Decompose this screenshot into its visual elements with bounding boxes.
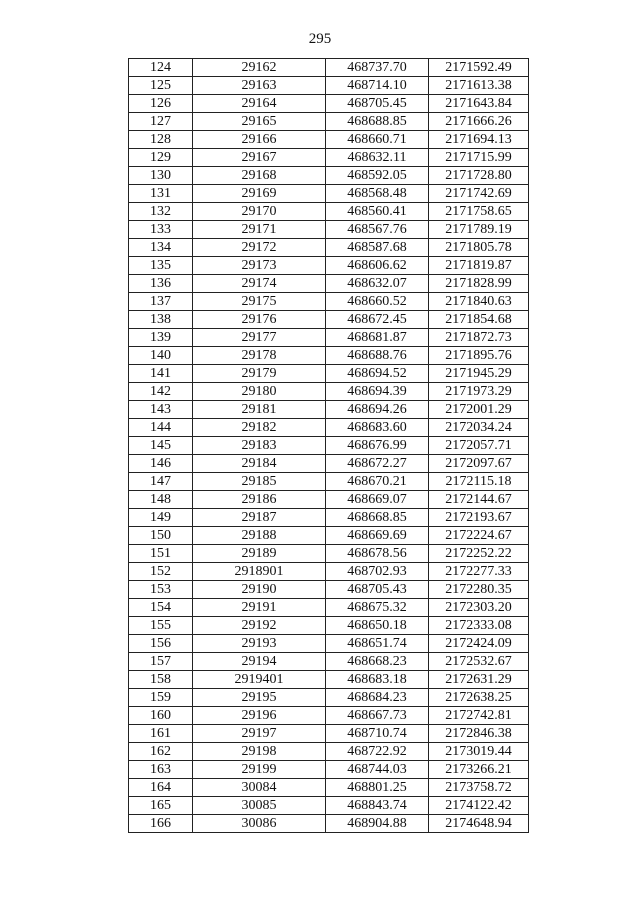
x-coordinate-cell: 468667.73 [326, 707, 429, 725]
point-id-cell: 29171 [193, 221, 326, 239]
y-coordinate-cell: 2171694.13 [429, 131, 529, 149]
point-id-cell: 30084 [193, 779, 326, 797]
x-coordinate-cell: 468668.85 [326, 509, 429, 527]
point-id-cell: 29195 [193, 689, 326, 707]
y-coordinate-cell: 2172277.33 [429, 563, 529, 581]
row-number-cell: 150 [129, 527, 193, 545]
row-number-cell: 161 [129, 725, 193, 743]
row-number-cell: 129 [129, 149, 193, 167]
x-coordinate-cell: 468676.99 [326, 437, 429, 455]
table-row [129, 743, 529, 761]
table-row [129, 455, 529, 473]
row-number-cell: 130 [129, 167, 193, 185]
x-coordinate-cell: 468660.71 [326, 131, 429, 149]
table-row [129, 707, 529, 725]
y-coordinate-cell: 2171728.80 [429, 167, 529, 185]
table-row [129, 797, 529, 815]
x-coordinate-cell: 468669.69 [326, 527, 429, 545]
point-id-cell: 29184 [193, 455, 326, 473]
y-coordinate-cell: 2172001.29 [429, 401, 529, 419]
row-number-cell: 158 [129, 671, 193, 689]
row-number-cell: 162 [129, 743, 193, 761]
x-coordinate-cell: 468672.27 [326, 455, 429, 473]
page-number: 295 [308, 31, 332, 47]
x-coordinate-cell: 468592.05 [326, 167, 429, 185]
row-number-cell: 143 [129, 401, 193, 419]
row-number-cell: 157 [129, 653, 193, 671]
point-id-cell: 29166 [193, 131, 326, 149]
x-coordinate-cell: 468702.93 [326, 563, 429, 581]
coordinates-table [128, 58, 529, 833]
table-row [129, 311, 529, 329]
table-row [129, 491, 529, 509]
point-id-cell: 2918901 [193, 563, 326, 581]
point-id-cell: 29176 [193, 311, 326, 329]
point-id-cell: 29197 [193, 725, 326, 743]
x-coordinate-cell: 468669.07 [326, 491, 429, 509]
point-id-cell: 29165 [193, 113, 326, 131]
row-number-cell: 135 [129, 257, 193, 275]
y-coordinate-cell: 2173019.44 [429, 743, 529, 761]
point-id-cell: 29192 [193, 617, 326, 635]
row-number-cell: 165 [129, 797, 193, 815]
point-id-cell: 29183 [193, 437, 326, 455]
row-number-cell: 145 [129, 437, 193, 455]
row-number-cell: 146 [129, 455, 193, 473]
table-row [129, 59, 529, 77]
row-number-cell: 136 [129, 275, 193, 293]
row-number-cell: 139 [129, 329, 193, 347]
y-coordinate-cell: 2172303.20 [429, 599, 529, 617]
point-id-cell: 29185 [193, 473, 326, 491]
y-coordinate-cell: 2171666.26 [429, 113, 529, 131]
point-id-cell: 29199 [193, 761, 326, 779]
table-row [129, 131, 529, 149]
table-row [129, 437, 529, 455]
x-coordinate-cell: 468670.21 [326, 473, 429, 491]
y-coordinate-cell: 2172144.67 [429, 491, 529, 509]
x-coordinate-cell: 468744.03 [326, 761, 429, 779]
table-row [129, 347, 529, 365]
table-row [129, 293, 529, 311]
x-coordinate-cell: 468660.52 [326, 293, 429, 311]
point-id-cell: 29196 [193, 707, 326, 725]
x-coordinate-cell: 468714.10 [326, 77, 429, 95]
row-number-cell: 147 [129, 473, 193, 491]
y-coordinate-cell: 2172115.18 [429, 473, 529, 491]
x-coordinate-cell: 468688.76 [326, 347, 429, 365]
table-row [129, 779, 529, 797]
y-coordinate-cell: 2172846.38 [429, 725, 529, 743]
y-coordinate-cell: 2171613.38 [429, 77, 529, 95]
point-id-cell: 29191 [193, 599, 326, 617]
point-id-cell: 2919401 [193, 671, 326, 689]
row-number-cell: 149 [129, 509, 193, 527]
point-id-cell: 29175 [193, 293, 326, 311]
table-row [129, 257, 529, 275]
y-coordinate-cell: 2172193.67 [429, 509, 529, 527]
y-coordinate-cell: 2173266.21 [429, 761, 529, 779]
y-coordinate-cell: 2172532.67 [429, 653, 529, 671]
point-id-cell: 29162 [193, 59, 326, 77]
point-id-cell: 29186 [193, 491, 326, 509]
x-coordinate-cell: 468705.43 [326, 581, 429, 599]
point-id-cell: 29163 [193, 77, 326, 95]
row-number-cell: 160 [129, 707, 193, 725]
row-number-cell: 152 [129, 563, 193, 581]
x-coordinate-cell: 468668.23 [326, 653, 429, 671]
point-id-cell: 29189 [193, 545, 326, 563]
x-coordinate-cell: 468694.39 [326, 383, 429, 401]
y-coordinate-cell: 2171945.29 [429, 365, 529, 383]
point-id-cell: 29181 [193, 401, 326, 419]
table-row [129, 383, 529, 401]
y-coordinate-cell: 2172333.08 [429, 617, 529, 635]
y-coordinate-cell: 2172224.67 [429, 527, 529, 545]
x-coordinate-cell: 468684.23 [326, 689, 429, 707]
point-id-cell: 29167 [193, 149, 326, 167]
x-coordinate-cell: 468560.41 [326, 203, 429, 221]
x-coordinate-cell: 468801.25 [326, 779, 429, 797]
y-coordinate-cell: 2171758.65 [429, 203, 529, 221]
table-row [129, 329, 529, 347]
x-coordinate-cell: 468568.48 [326, 185, 429, 203]
x-coordinate-cell: 468675.32 [326, 599, 429, 617]
y-coordinate-cell: 2172742.81 [429, 707, 529, 725]
table-row [129, 149, 529, 167]
y-coordinate-cell: 2172097.67 [429, 455, 529, 473]
x-coordinate-cell: 468683.60 [326, 419, 429, 437]
y-coordinate-cell: 2171854.68 [429, 311, 529, 329]
point-id-cell: 30086 [193, 815, 326, 833]
table-row [129, 239, 529, 257]
y-coordinate-cell: 2172252.22 [429, 545, 529, 563]
x-coordinate-cell: 468678.56 [326, 545, 429, 563]
x-coordinate-cell: 468688.85 [326, 113, 429, 131]
row-number-cell: 126 [129, 95, 193, 113]
row-number-cell: 164 [129, 779, 193, 797]
x-coordinate-cell: 468722.92 [326, 743, 429, 761]
y-coordinate-cell: 2171592.49 [429, 59, 529, 77]
y-coordinate-cell: 2171828.99 [429, 275, 529, 293]
y-coordinate-cell: 2172280.35 [429, 581, 529, 599]
x-coordinate-cell: 468681.87 [326, 329, 429, 347]
x-coordinate-cell: 468587.68 [326, 239, 429, 257]
y-coordinate-cell: 2171789.19 [429, 221, 529, 239]
x-coordinate-cell: 468694.52 [326, 365, 429, 383]
point-id-cell: 29177 [193, 329, 326, 347]
x-coordinate-cell: 468650.18 [326, 617, 429, 635]
table-row [129, 473, 529, 491]
point-id-cell: 29178 [193, 347, 326, 365]
y-coordinate-cell: 2171895.76 [429, 347, 529, 365]
row-number-cell: 148 [129, 491, 193, 509]
row-number-cell: 141 [129, 365, 193, 383]
table-row [129, 509, 529, 527]
row-number-cell: 124 [129, 59, 193, 77]
y-coordinate-cell: 2172424.09 [429, 635, 529, 653]
point-id-cell: 29193 [193, 635, 326, 653]
table-row [129, 599, 529, 617]
y-coordinate-cell: 2174648.94 [429, 815, 529, 833]
row-number-cell: 125 [129, 77, 193, 95]
row-number-cell: 138 [129, 311, 193, 329]
point-id-cell: 29179 [193, 365, 326, 383]
table-row [129, 671, 529, 689]
point-id-cell: 29174 [193, 275, 326, 293]
table-row [129, 617, 529, 635]
row-number-cell: 153 [129, 581, 193, 599]
x-coordinate-cell: 468606.62 [326, 257, 429, 275]
y-coordinate-cell: 2172034.24 [429, 419, 529, 437]
table-row [129, 275, 529, 293]
row-number-cell: 132 [129, 203, 193, 221]
y-coordinate-cell: 2171742.69 [429, 185, 529, 203]
point-id-cell: 29164 [193, 95, 326, 113]
table-row [129, 581, 529, 599]
point-id-cell: 29170 [193, 203, 326, 221]
table-row [129, 689, 529, 707]
row-number-cell: 140 [129, 347, 193, 365]
row-number-cell: 163 [129, 761, 193, 779]
point-id-cell: 29168 [193, 167, 326, 185]
point-id-cell: 29187 [193, 509, 326, 527]
coordinates-table-body [129, 59, 529, 833]
point-id-cell: 30085 [193, 797, 326, 815]
table-row [129, 113, 529, 131]
row-number-cell: 151 [129, 545, 193, 563]
point-id-cell: 29188 [193, 527, 326, 545]
table-row [129, 401, 529, 419]
table-row [129, 419, 529, 437]
table-row [129, 761, 529, 779]
row-number-cell: 134 [129, 239, 193, 257]
table-row [129, 77, 529, 95]
row-number-cell: 128 [129, 131, 193, 149]
table-row [129, 203, 529, 221]
table-row [129, 527, 529, 545]
x-coordinate-cell: 468843.74 [326, 797, 429, 815]
row-number-cell: 137 [129, 293, 193, 311]
point-id-cell: 29180 [193, 383, 326, 401]
row-number-cell: 155 [129, 617, 193, 635]
y-coordinate-cell: 2171819.87 [429, 257, 529, 275]
y-coordinate-cell: 2172631.29 [429, 671, 529, 689]
x-coordinate-cell: 468737.70 [326, 59, 429, 77]
table-row [129, 545, 529, 563]
x-coordinate-cell: 468672.45 [326, 311, 429, 329]
table-row [129, 815, 529, 833]
table-row [129, 725, 529, 743]
x-coordinate-cell: 468567.76 [326, 221, 429, 239]
x-coordinate-cell: 468683.18 [326, 671, 429, 689]
row-number-cell: 154 [129, 599, 193, 617]
row-number-cell: 166 [129, 815, 193, 833]
point-id-cell: 29173 [193, 257, 326, 275]
x-coordinate-cell: 468651.74 [326, 635, 429, 653]
table-row [129, 635, 529, 653]
table-row [129, 221, 529, 239]
row-number-cell: 127 [129, 113, 193, 131]
y-coordinate-cell: 2171973.29 [429, 383, 529, 401]
x-coordinate-cell: 468632.11 [326, 149, 429, 167]
point-id-cell: 29182 [193, 419, 326, 437]
table-row [129, 563, 529, 581]
y-coordinate-cell: 2171643.84 [429, 95, 529, 113]
row-number-cell: 144 [129, 419, 193, 437]
x-coordinate-cell: 468710.74 [326, 725, 429, 743]
x-coordinate-cell: 468694.26 [326, 401, 429, 419]
y-coordinate-cell: 2172638.25 [429, 689, 529, 707]
point-id-cell: 29194 [193, 653, 326, 671]
table-row [129, 167, 529, 185]
point-id-cell: 29190 [193, 581, 326, 599]
table-row [129, 95, 529, 113]
y-coordinate-cell: 2172057.71 [429, 437, 529, 455]
y-coordinate-cell: 2171872.73 [429, 329, 529, 347]
table-row [129, 185, 529, 203]
row-number-cell: 156 [129, 635, 193, 653]
y-coordinate-cell: 2173758.72 [429, 779, 529, 797]
point-id-cell: 29169 [193, 185, 326, 203]
y-coordinate-cell: 2171840.63 [429, 293, 529, 311]
point-id-cell: 29172 [193, 239, 326, 257]
x-coordinate-cell: 468705.45 [326, 95, 429, 113]
y-coordinate-cell: 2171715.99 [429, 149, 529, 167]
table-row [129, 653, 529, 671]
row-number-cell: 159 [129, 689, 193, 707]
y-coordinate-cell: 2171805.78 [429, 239, 529, 257]
row-number-cell: 142 [129, 383, 193, 401]
x-coordinate-cell: 468632.07 [326, 275, 429, 293]
row-number-cell: 133 [129, 221, 193, 239]
point-id-cell: 29198 [193, 743, 326, 761]
table-row [129, 365, 529, 383]
row-number-cell: 131 [129, 185, 193, 203]
y-coordinate-cell: 2174122.42 [429, 797, 529, 815]
x-coordinate-cell: 468904.88 [326, 815, 429, 833]
